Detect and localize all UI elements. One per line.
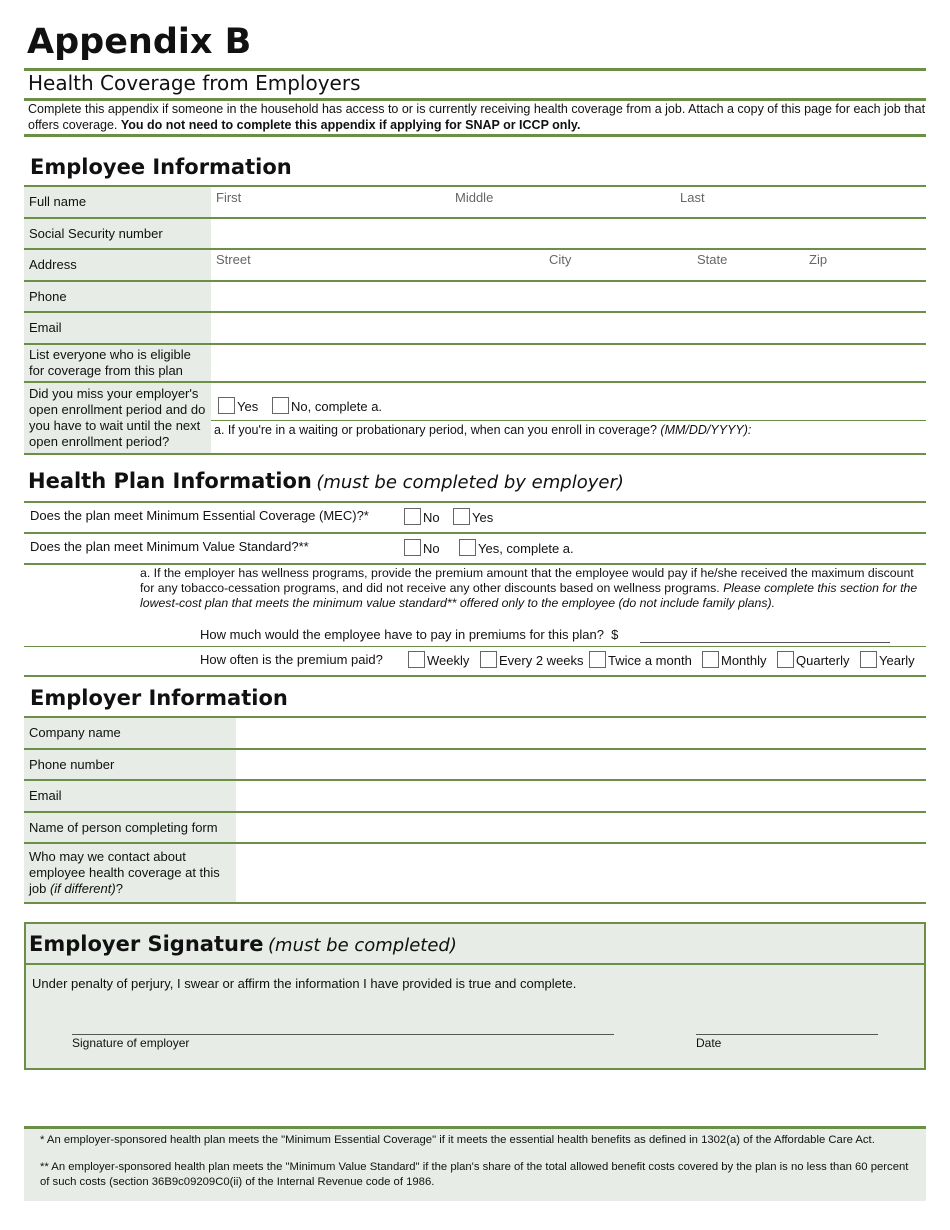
ssn-label: Social Security number (24, 219, 211, 248)
option-label: No, complete a. (291, 399, 383, 414)
date-format: (MM/DD/YYYY): (660, 423, 752, 437)
person-label: Name of person completing form (24, 813, 236, 842)
option-label: No (423, 541, 440, 556)
signature-label: Signature of employer (72, 1036, 190, 1050)
signature-note: (must be completed) (268, 935, 457, 956)
mvs-yes-option[interactable] (459, 539, 574, 556)
perjury-statement: Under penalty of perjury, I swear or affirm the information I have provided is true and complete. (32, 976, 577, 991)
checkbox[interactable] (218, 397, 235, 414)
freq-twice-a-month[interactable] (589, 651, 692, 668)
contact-label (24, 844, 236, 902)
state-hint: State (697, 252, 728, 267)
option-label: Yearly (879, 653, 915, 668)
freq-every-2-weeks[interactable] (480, 651, 584, 668)
freq-monthly[interactable] (702, 651, 767, 668)
checkbox[interactable] (702, 651, 719, 668)
divider (24, 563, 926, 565)
phone-input[interactable] (211, 282, 926, 311)
checkbox[interactable] (589, 651, 606, 668)
premium-question-text: How much would the employee have to pay in premiums for this plan? (200, 627, 604, 642)
frequency-question: How often is the premium paid? (200, 652, 383, 667)
city-hint: City (549, 252, 572, 267)
mvs-question: Does the plan meet Minimum Value Standard?** (30, 539, 309, 554)
divider (24, 675, 926, 677)
person-input[interactable] (236, 813, 926, 842)
employer-phone-input[interactable] (236, 750, 926, 779)
mec-question: Does the plan meet Minimum Essential Coverage (MEC)?* (30, 508, 369, 523)
ssn-input[interactable] (211, 219, 926, 248)
divider (24, 453, 926, 455)
checkbox[interactable] (408, 651, 425, 668)
dollar-sign: $ (611, 627, 619, 642)
wellness-text: a. If the employer has wellness programs, provide the premium amount that the employee would pay if he/she received the maximum discount for any tobacco-cessation programs, and did not receive any other discounts based on wellness programs. (140, 566, 914, 595)
option-label: Monthly (721, 653, 767, 668)
zip-hint: Zip (809, 252, 828, 267)
date-label: Date (696, 1036, 722, 1050)
eligible-input[interactable] (211, 345, 926, 381)
employee-heading: Employee Information (30, 155, 292, 179)
option-label: Weekly (427, 653, 470, 668)
contact-end: ? (115, 881, 123, 896)
option-label: Twice a month (608, 653, 692, 668)
checkbox[interactable] (480, 651, 497, 668)
option-label: Yes (237, 399, 259, 414)
last-hint: Last (680, 190, 705, 205)
option-label: No (423, 510, 440, 525)
checkbox[interactable] (272, 397, 289, 414)
divider (24, 902, 926, 904)
first-hint: First (216, 190, 242, 205)
option-label: Yes (472, 510, 494, 525)
checkbox[interactable] (860, 651, 877, 668)
checkbox[interactable] (404, 539, 421, 556)
mec-yes-option[interactable] (453, 508, 493, 525)
signature-box (24, 922, 926, 1070)
waiting-period-question (214, 423, 751, 437)
phone-label: Phone (24, 282, 211, 311)
page-title: Appendix B (27, 22, 252, 62)
signature-input[interactable] (72, 1019, 614, 1035)
checkbox[interactable] (459, 539, 476, 556)
full-name-input[interactable] (211, 187, 926, 217)
email-input[interactable] (211, 313, 926, 343)
freq-weekly[interactable] (408, 651, 469, 668)
divider (24, 134, 926, 137)
divider (211, 420, 926, 421)
employer-heading: Employer Information (30, 686, 288, 710)
option-label: Yes, complete a. (478, 541, 574, 556)
signature-header (26, 924, 924, 965)
waiting-text: a. If you're in a waiting or probationary period, when can you enroll in coverage? (214, 423, 661, 437)
employer-phone-label: Phone number (24, 750, 236, 779)
address-label: Address (24, 250, 211, 280)
employer-email-label: Email (24, 781, 236, 811)
mec-no-option[interactable] (404, 508, 440, 525)
full-name-label: Full name (24, 187, 211, 217)
wellness-italic: Please complete this section for the lowest-cost plan that meets the minimum value standard** offered only to the employee (do not include family plans). (140, 581, 918, 610)
employer-email-input[interactable] (236, 781, 926, 811)
intro-body: Complete this appendix if someone in the household has access to or is currently receiving health coverage from a job. Attach a copy of this page for each job that offers coverage. (28, 102, 926, 132)
street-hint: Street (216, 252, 251, 267)
contact-input[interactable] (236, 844, 926, 902)
freq-quarterly[interactable] (777, 651, 849, 668)
intro-bold: You do not need to complete this appendix if applying for SNAP or ICCP only. (120, 118, 581, 132)
footnotes (24, 1129, 926, 1201)
signature-heading: Employer Signature (29, 932, 264, 956)
footnote-mvs: ** An employer-sponsored health plan meets the "Minimum Value Standard" if the plan's share of the total allowed benefit costs covered by the plan is no less than 60 percent of such costs (section 36B9c09209C0(ii) of the Internal Revenue code of 1986. (40, 1161, 909, 1188)
divider (24, 646, 926, 647)
missed-yes-option[interactable] (218, 397, 258, 414)
wellness-instructions (128, 566, 926, 611)
premium-amount-input[interactable] (640, 626, 890, 643)
mvs-no-option[interactable] (404, 539, 440, 556)
company-input[interactable] (236, 718, 926, 748)
company-label: Company name (24, 718, 236, 748)
footnote-mec: * An employer-sponsored health plan meets the "Minimum Essential Coverage" if it meets the essential health benefits as defined in 1302(a) of the Affordable Care Act. (40, 1134, 875, 1146)
plan-heading-text: Health Plan Information (28, 469, 312, 493)
checkbox[interactable] (404, 508, 421, 525)
option-label: Quarterly (796, 653, 850, 668)
plan-heading (28, 469, 624, 493)
option-label: Every 2 weeks (499, 653, 584, 668)
freq-yearly[interactable] (860, 651, 915, 668)
contact-italic: (if different) (49, 881, 116, 896)
divider (24, 501, 926, 503)
email-label: Email (24, 313, 211, 343)
intro-text (28, 101, 928, 133)
eligible-label: List everyone who is eligible for coverage from this plan (24, 345, 211, 381)
contact-text: Who may we contact about employee health coverage at this job (29, 849, 220, 896)
middle-hint: Middle (455, 190, 494, 205)
divider (24, 532, 926, 534)
checkbox[interactable] (777, 651, 794, 668)
missed-enrollment-label: Did you miss your employer's open enrollment period and do you have to wait until the next open enrollment period? (24, 383, 211, 453)
page-subtitle: Health Coverage from Employers (28, 71, 361, 95)
checkbox[interactable] (453, 508, 470, 525)
premium-question (200, 627, 618, 642)
plan-heading-note: (must be completed by employer) (316, 472, 624, 493)
date-input[interactable] (696, 1019, 878, 1035)
missed-no-option[interactable] (272, 397, 382, 414)
